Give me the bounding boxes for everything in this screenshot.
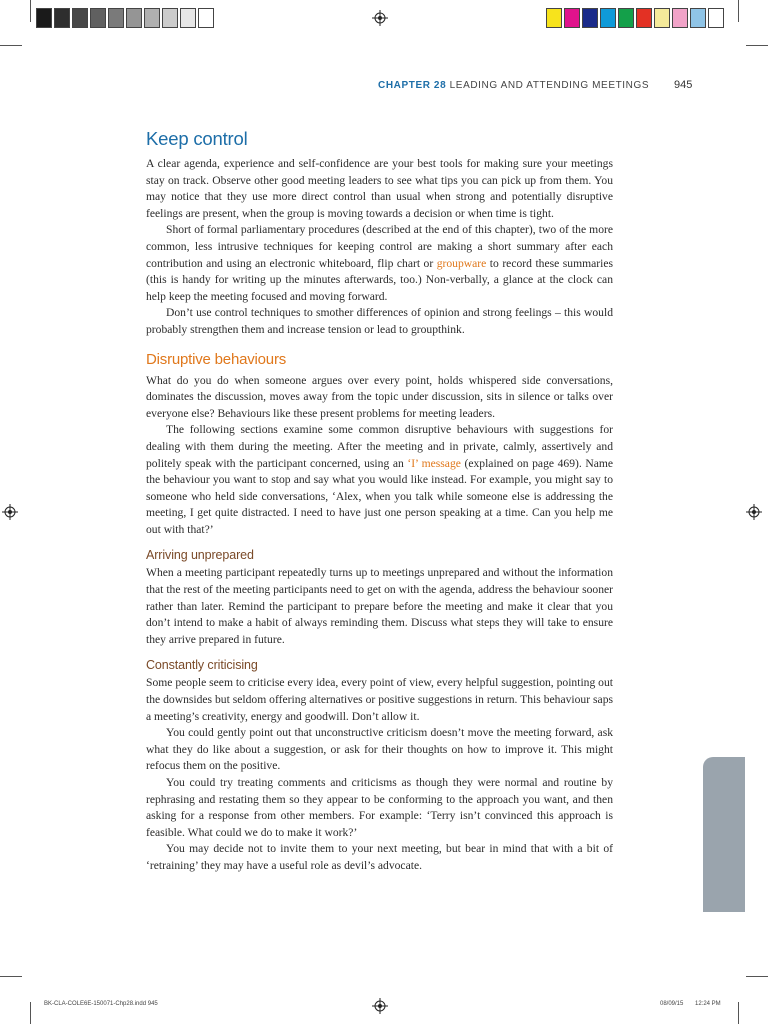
color-swatch (72, 8, 88, 28)
color-swatch (126, 8, 142, 28)
crop-mark (746, 45, 768, 46)
registration-mark-icon (746, 504, 762, 520)
color-swatch (54, 8, 70, 28)
registration-mark-icon (372, 998, 388, 1014)
heading-constantly-criticising: Constantly criticising (146, 658, 258, 673)
paragraph: What do you do when someone argues over every point, holds whispered side conversations, dominates the discussion, moves away from the topic under discussion, sits in silence or talks over everyone else? Behaviours like these present problems for meeting leaders. (146, 373, 613, 420)
slug-time: 12:24 PM (695, 1001, 721, 1007)
page-number: 945 (674, 79, 693, 91)
registration-mark-icon (2, 504, 18, 520)
color-swatch (636, 8, 652, 28)
paragraph: Don’t use control techniques to smother differences of opinion and strong feelings – this would probably strengthen them and increase tension or lead to groupthink. (146, 306, 613, 336)
color-swatch (546, 8, 562, 28)
heading-disruptive-behaviours: Disruptive behaviours (146, 350, 287, 368)
color-swatch (90, 8, 106, 28)
color-swatch (180, 8, 196, 28)
paragraph-text: Short of formal parliamentary procedures (described at the end of this chapter), two of the more common, less intrusive techniques for keeping control are making a short summary after each contribution and using an electronic whiteboard, flip chart or (146, 223, 613, 270)
paragraph (146, 422, 613, 538)
crop-mark (0, 45, 22, 46)
color-swatch (672, 8, 688, 28)
color-swatch (108, 8, 124, 28)
heading-keep-control: Keep control (146, 128, 248, 149)
slug-date: 08/09/15 (660, 1001, 684, 1007)
crop-mark (0, 976, 22, 977)
paragraph-text: The following sections examine some common disruptive behaviours with suggestions for dealing with them during the meeting. After the meeting and in private, calmly, assertively and politely speak with the participant concerned, using an (146, 423, 613, 470)
chapter-label: CHAPTER 28 (378, 80, 447, 91)
page-body (146, 128, 613, 875)
color-swatch (144, 8, 160, 28)
color-swatch (600, 8, 616, 28)
crop-mark (738, 0, 739, 22)
groupware-link[interactable]: groupware (436, 256, 487, 270)
paragraph: You could gently point out that unconstructive criticism doesn’t move the meeting forward, ask what they do like about a suggestion, or ask for their thoughts on how to improve it. This might refocus them on the positive. (146, 726, 613, 773)
crop-mark (746, 976, 768, 977)
chapter-thumb-tab (703, 757, 745, 912)
slug-filename: BK-CLA-COLE6E-150071-Chp28.indd 945 (44, 1001, 158, 1007)
crop-mark (30, 1002, 31, 1024)
color-swatch (198, 8, 214, 28)
color-swatch (654, 8, 670, 28)
paragraph (146, 222, 613, 305)
color-swatch (582, 8, 598, 28)
registration-mark-icon (372, 10, 388, 26)
color-swatch (708, 8, 724, 28)
chapter-title: LEADING AND ATTENDING MEETINGS (449, 80, 650, 91)
i-message-link[interactable]: ‘I’ message (407, 456, 461, 470)
running-head (378, 80, 649, 91)
color-swatch (162, 8, 178, 28)
color-swatch (564, 8, 580, 28)
color-swatch (618, 8, 634, 28)
crop-mark (30, 0, 31, 22)
paragraph-text: (explained on page 469). Name the behaviour you want to stop and say what you would like instead. For example, you might say to someone who held side conversations, ‘Alex, when you talk while someone else is addressing the meeting, I get quite distracted. I need to have just one person speaking at a time. Can you help me out with that?’ (146, 456, 613, 536)
paragraph: When a meeting participant repeatedly turns up to meetings unprepared and without the information that the rest of the meeting participants need to get on with the agenda, address the behaviour sooner rather than later. Remind the participant to prepare before the meeting and make it clear that you don’t intend to make a habit of always reminding them. Discuss what steps they will take to ensure they arrive prepared in future. (146, 566, 613, 646)
crop-mark (738, 1002, 739, 1024)
heading-arriving-unprepared: Arriving unprepared (146, 548, 254, 563)
paragraph-text: to record these summaries (this is handy for writing up the minutes afterwards, too.) Non-verbally, a glance at the clock can help keep the meeting focused and moving forward. (146, 256, 613, 303)
color-swatch (690, 8, 706, 28)
paragraph: You could try treating comments and criticisms as though they were normal and routine by rephrasing and restating them so they appear to be conforming to the approach you want, and then asking for a response from other members. For example: ‘Terry isn’t convinced this approach is feasible. What could we do to make it work?’ (146, 776, 613, 839)
color-swatch (36, 8, 52, 28)
paragraph: Some people seem to criticise every idea, every point of view, every helpful suggestion, pointing out the downsides but seldom offering alternatives or positive suggestions in return. This behaviour saps a meeting’s creativity, energy and goodwill. Don’t allow it. (146, 676, 613, 723)
paragraph: A clear agenda, experience and self-confidence are your best tools for making sure your meetings stay on track. Observe other good meeting leaders to see what tips you can pick up from them. You may notice that they use more direct control than usual when strong and potentially disruptive feelings are present, when the group is moving towards a decision or when time is tight. (146, 157, 613, 220)
paragraph: You may decide not to invite them to your next meeting, but bear in mind that with a bit of ‘retraining’ they may have a useful role as devil’s advocate. (146, 842, 613, 872)
